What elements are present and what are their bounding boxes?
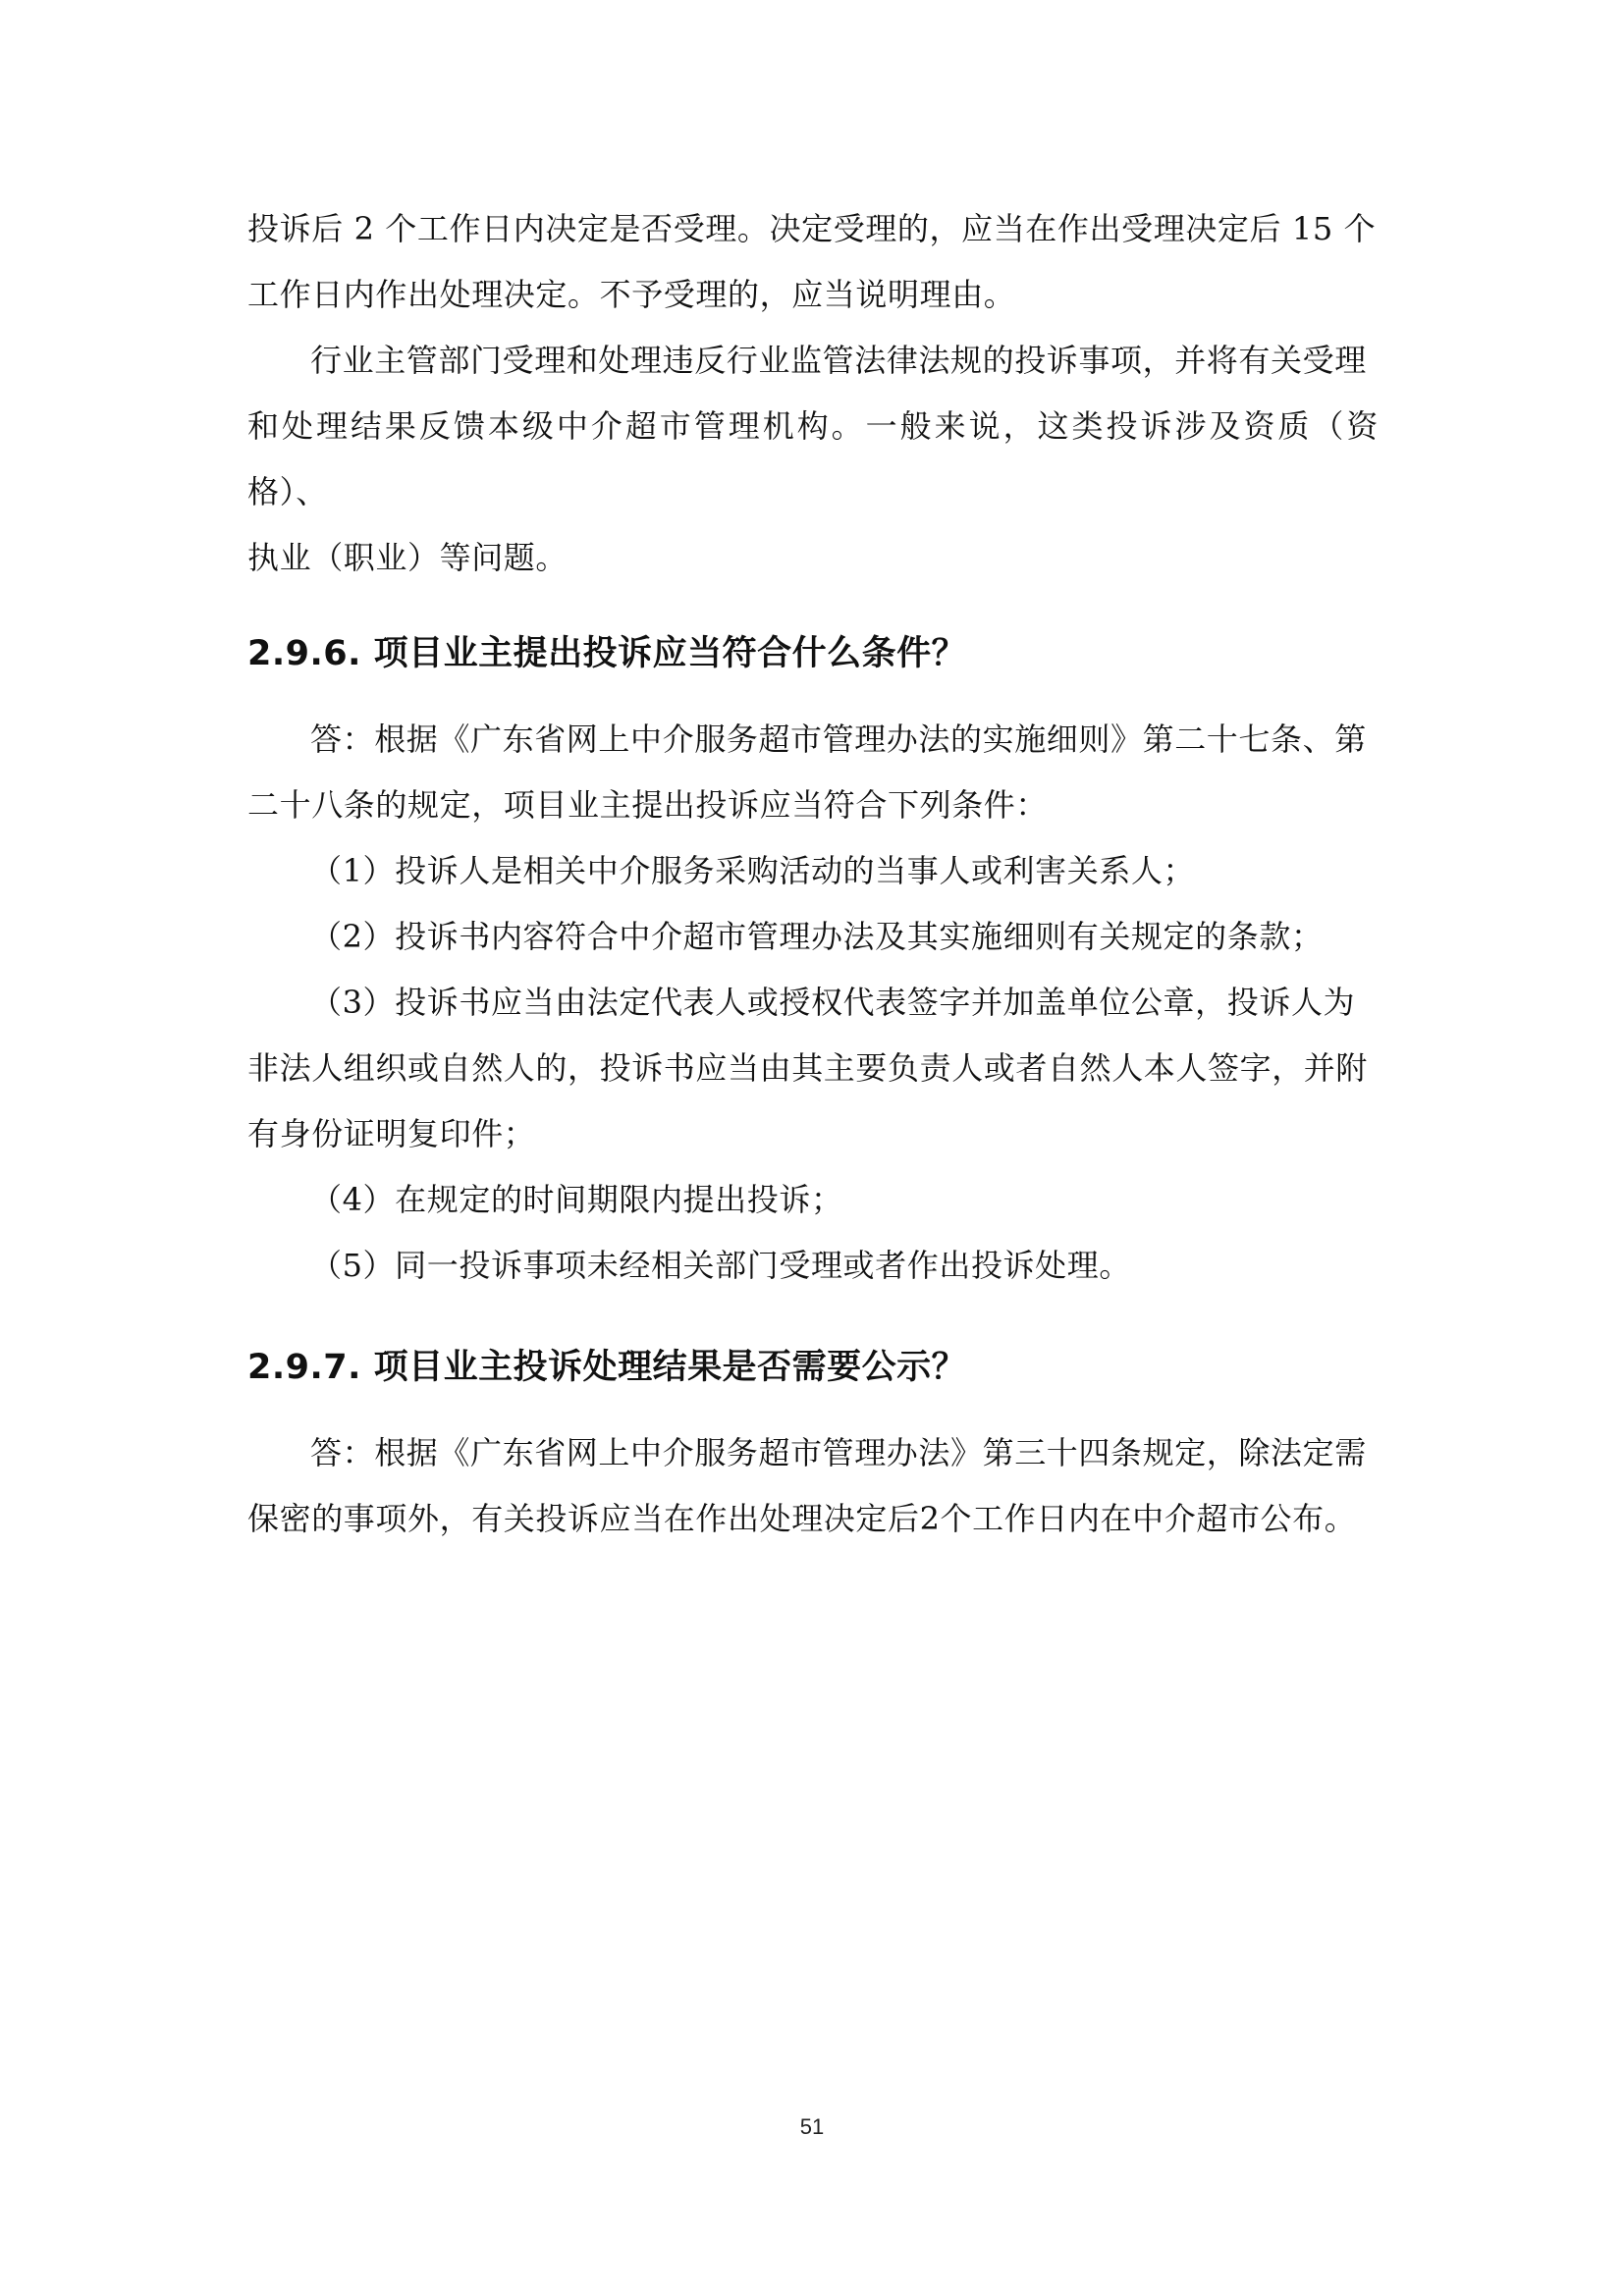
- list-item-condition-3: [247, 970, 1379, 1167]
- supervision-paragraph: [247, 328, 1379, 591]
- answer-paragraph-2-9-7: [247, 1420, 1379, 1552]
- list-item-condition-5: [247, 1233, 1379, 1299]
- text-line: 非法人组织或自然人的，投诉书应当由其主要负责人或者自然人本人签字，并附: [247, 1049, 1369, 1087]
- text-line: 答：根据《广东省网上中介服务超市管理办法》第三十四条规定，除法定需: [310, 1434, 1367, 1471]
- text-line: （2）投诉书内容符合中介超市管理办法及其实施细则有关规定的条款；: [310, 918, 1324, 955]
- text-line: （3）投诉书应当由法定代表人或授权代表签字并加盖单位公章，投诉人为: [310, 984, 1356, 1021]
- text-line: 投诉后 2 个工作日内决定是否受理。决定受理的，应当在作出受理决定后 15 个: [247, 210, 1377, 247]
- page-number: 51: [799, 2114, 825, 2139]
- section-heading-2-9-7: 2.9.7. 项目业主投诉处理结果是否需要公示？: [247, 1348, 967, 1387]
- text-line: （5）同一投诉事项未经相关部门受理或者作出投诉处理。: [310, 1247, 1131, 1284]
- intro-paragraph: [247, 196, 1379, 328]
- answer-paragraph-2-9-6: [247, 707, 1379, 838]
- text-line: （4）在规定的时间期限内提出投诉；: [310, 1181, 843, 1218]
- list-item-condition-1: [247, 838, 1379, 904]
- page-body: [247, 196, 1379, 1552]
- section-heading-2-9-6: 2.9.6. 项目业主提出投诉应当符合什么条件？: [247, 634, 967, 673]
- text-line: 保密的事项外，有关投诉应当在作出处理决定后2个工作日内在中介超市公布。: [247, 1500, 1357, 1537]
- text-line: （1）投诉人是相关中介服务采购活动的当事人或利害关系人；: [310, 852, 1196, 889]
- list-item-condition-4: [247, 1167, 1379, 1233]
- text-line: 和处理结果反馈本级中介超市管理机构。一般来说，这类投诉涉及资质（资格）、: [247, 407, 1379, 510]
- text-line: 行业主管部门受理和处理违反行业监管法律法规的投诉事项，并将有关受理: [310, 342, 1367, 379]
- list-item-condition-2: [247, 904, 1379, 970]
- text-line: 有身份证明复印件；: [247, 1115, 536, 1152]
- text-line: 执业（职业）等问题。: [247, 539, 568, 576]
- text-line: 答：根据《广东省网上中介服务超市管理办法的实施细则》第二十七条、第: [310, 721, 1367, 758]
- text-line: 二十八条的规定，项目业主提出投诉应当符合下列条件：: [247, 786, 1049, 824]
- text-line: 工作日内作出处理决定。不予受理的，应当说明理由。: [247, 276, 1016, 313]
